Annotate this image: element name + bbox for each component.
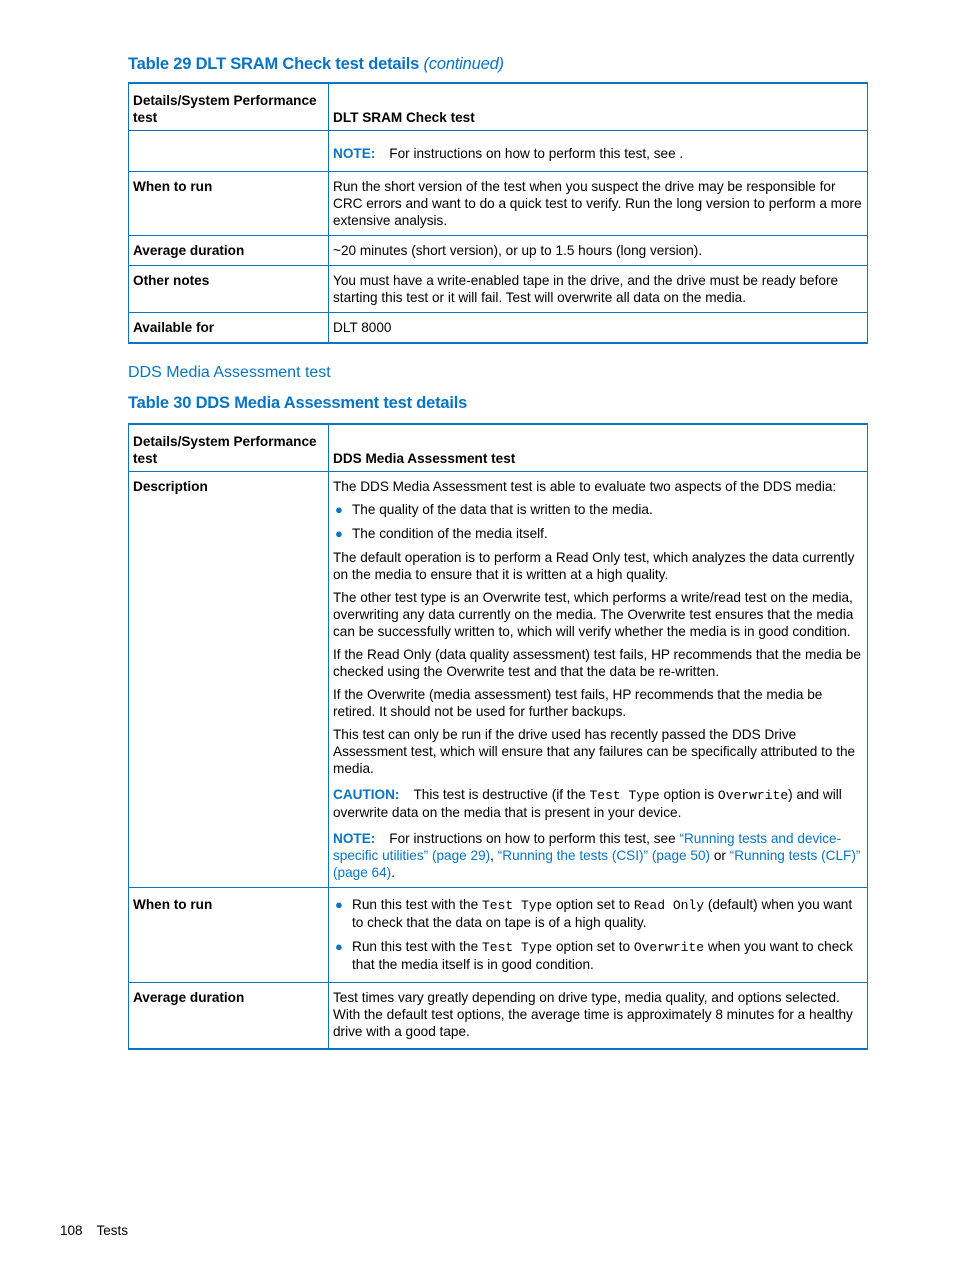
row-label: Available for — [129, 313, 329, 344]
list-item — [333, 896, 862, 931]
bullet-icon: ● — [335, 897, 343, 912]
page-number: 108 — [60, 1223, 83, 1238]
table-header-cell: Details/System Performance test — [129, 83, 329, 131]
caution-code: Test Type — [589, 788, 660, 803]
note-block — [333, 830, 862, 881]
table-30-caption — [128, 394, 467, 413]
link-running-tests-csi[interactable]: “Running the tests (CSI)” (page 50) — [497, 848, 711, 863]
row-label: Average duration — [129, 236, 329, 266]
table-row — [129, 131, 868, 172]
note-separator: or — [713, 848, 726, 863]
page-footer — [60, 1223, 128, 1238]
note-cell — [329, 131, 868, 172]
table-row — [129, 172, 868, 236]
row-value: Run the short version of the test when you suspect the drive may be responsible for CRC errors and want to do a quick test to verify. Run the long version to perform a more extensive analysis. — [329, 172, 868, 236]
link-running-tests-clf[interactable]: “Running tests (CLF)” (page 64) — [333, 848, 861, 880]
description-paragraph: If the Read Only (data quality assessment) test fails, HP recommends that the media be checked using the Overwrite test and that the data be re-written. — [333, 647, 861, 679]
note-text: For instructions on how to perform this test, see . — [389, 146, 684, 161]
list-item — [333, 525, 862, 542]
row-value: DLT 8000 — [329, 313, 868, 344]
table-row — [129, 266, 868, 313]
caution-code: Overwrite — [717, 788, 789, 803]
row-value: ~20 minutes (short version), or up to 1.5 hours (long version). — [329, 236, 868, 266]
note-separator: , — [490, 848, 494, 863]
link-running-tests-utilities[interactable]: “Running tests and device-specific utilities” (page 29) — [333, 831, 842, 863]
list-item — [333, 501, 862, 518]
caution-text: This test is destructive (if the — [413, 787, 586, 802]
caution-text: ) and will overwrite data on the media that is present in your device. — [333, 787, 842, 820]
list-item-text: The quality of the data that is written to the media. — [352, 502, 653, 517]
bullet-icon: ● — [335, 526, 343, 541]
when-to-run-list — [333, 896, 862, 973]
note-label: NOTE: — [333, 146, 376, 161]
table-row — [129, 472, 868, 888]
table-29 — [128, 82, 868, 344]
list-item-text: when you want to check that the media itself is in good condition. — [352, 939, 853, 972]
list-item-text: (default) when you want to check that the data on tape is of a high quality. — [352, 897, 853, 930]
row-label: Average duration — [129, 983, 329, 1050]
row-label: Description — [129, 472, 329, 888]
table-29-caption-text: Table 29 DLT SRAM Check test details — [128, 55, 420, 73]
section-heading: DDS Media Assessment test — [128, 364, 331, 381]
row-value: Test times vary greatly depending on drive type, media quality, and options selected. With the default test options, the average time is approximately 8 minutes for a healthy drive with a good tape. — [329, 983, 868, 1050]
caution-label: CAUTION: — [333, 787, 400, 802]
footer-section: Tests — [96, 1223, 129, 1238]
description-paragraph: The other test type is an Overwrite test, which performs a write/read test on the media, overwriting any data currently on the media. The Overwrite test ensures that the media can be successfully written to, which will verify whether the media is in good condition. — [333, 590, 854, 639]
table-header-cell: DDS Media Assessment test — [329, 424, 868, 472]
note-end: . — [391, 865, 395, 880]
table-header-row — [129, 424, 868, 472]
description-bullets — [333, 501, 862, 542]
table-30-caption-text: Table 30 DDS Media Assessment test details — [128, 394, 468, 412]
option-code: Read Only — [633, 898, 705, 913]
caution-block — [333, 786, 862, 821]
bullet-icon: ● — [335, 939, 343, 954]
table-row — [129, 313, 868, 344]
table-29-caption — [128, 55, 504, 74]
table-row — [129, 888, 868, 983]
when-to-run-cell — [329, 888, 868, 983]
table-30 — [128, 423, 868, 1050]
list-item-text: The condition of the media itself. — [352, 526, 548, 541]
description-paragraph: This test can only be run if the drive used has recently passed the DDS Drive Assessment test, which will ensure that any failures can be specifically attributed to the media. — [333, 727, 856, 776]
bullet-icon: ● — [335, 502, 343, 517]
table-header-cell: Details/System Performance test — [129, 424, 329, 472]
row-label: When to run — [129, 888, 329, 983]
list-item-text: Run this test with the — [352, 897, 479, 912]
row-value: You must have a write-enabled tape in the drive, and the drive must be ready before starting this test or it will fail. Test will overwrite all data on the media. — [329, 266, 868, 313]
table-row — [129, 983, 868, 1050]
table-29-caption-continued: (continued) — [423, 55, 504, 73]
list-item-text: option set to — [555, 939, 631, 954]
table-header-row — [129, 83, 868, 131]
description-paragraph: The default operation is to perform a Read Only test, which analyzes the data currently on the media to ensure that it is written at a high quality. — [333, 550, 855, 582]
table-cell-empty — [129, 131, 329, 172]
row-label: Other notes — [129, 266, 329, 313]
option-code: Test Type — [481, 940, 553, 955]
description-paragraph: If the Overwrite (media assessment) test fails, HP recommends that the media be retired. It should not be used for further backups. — [333, 687, 823, 719]
table-row — [129, 236, 868, 266]
option-code: Overwrite — [633, 940, 705, 955]
row-label: When to run — [129, 172, 329, 236]
description-intro: The DDS Media Assessment test is able to evaluate two aspects of the DDS media: — [333, 479, 837, 494]
table-header-cell: DLT SRAM Check test — [329, 83, 868, 131]
list-item-text: Run this test with the — [352, 939, 479, 954]
description-cell — [329, 472, 868, 888]
caution-text: option is — [663, 787, 715, 802]
note-label: NOTE: — [333, 831, 376, 846]
list-item-text: option set to — [555, 897, 631, 912]
list-item — [333, 938, 862, 973]
note-text: For instructions on how to perform this test, see — [389, 831, 676, 846]
option-code: Test Type — [481, 898, 553, 913]
